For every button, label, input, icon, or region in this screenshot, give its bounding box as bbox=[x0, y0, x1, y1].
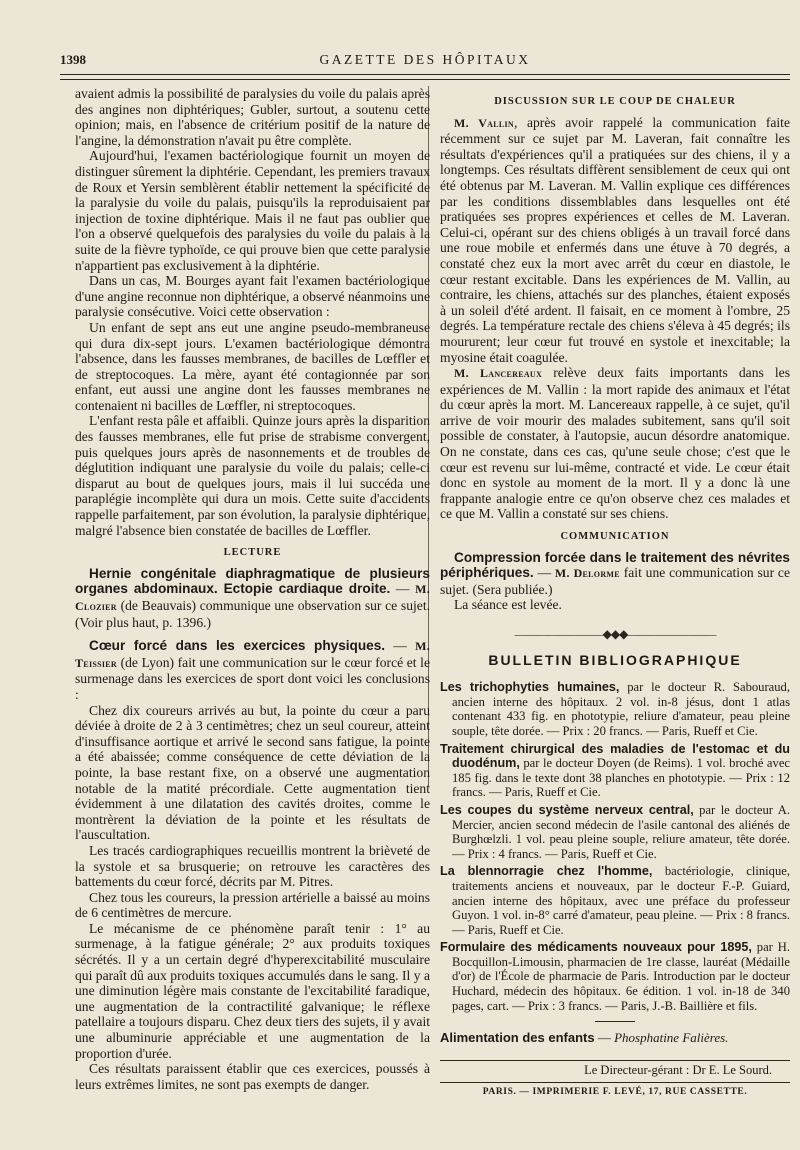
biblio-entry: Traitement chirurgical des maladies de l'estomac et du duodénum, par le docteur Doyen (de Reims). 1 vol. broché avec 185 fig. dans le texte dont 38 planches en phototypie. — Prix : 12 francs. — Paris, Rueff et Cie. bbox=[440, 741, 790, 800]
biblio-entry: Les trichophyties humaines, par le docteur R. Sabouraud, ancien interne des hôpitaux. 2 vol. in-8 jésus, dont 1 atlas contenant 433 fig. en phototypie, reliure d'amateur, peau pleine souple, tête dorée. — Prix : 20 francs. — Paris, Rueff et Cie. bbox=[440, 680, 790, 738]
author-name: M. Clozier bbox=[75, 582, 430, 613]
running-title: GAZETTE DES HÔPITAUX bbox=[319, 52, 531, 67]
seance-levee: La séance est levée. bbox=[454, 597, 562, 613]
paragraph: Chez tous les coureurs, la pression artérielle a baissé au moins de 6 centimètres de mercure. bbox=[75, 889, 430, 921]
ad-title: Alimentation des enfants bbox=[440, 1030, 595, 1046]
book-title: Traitement chirurgical des maladies de l'estomac et du duodénum, bbox=[440, 741, 790, 771]
book-title: La blennorragie chez l'homme, bbox=[440, 864, 653, 879]
left-column bbox=[75, 86, 430, 1092]
paragraph: Aujourd'hui, l'examen bactériologique fournit un moyen de distinguer sûrement la diphtérie. Cependant, les premiers travaux de Roux et Yersin semblèrent établir nettement la spécificité de la paralysie du voile du palais, puisqu'ils la reproduisaient par injection de toxine diphtérique. Mais il ne faut pas oublier que l'on a observé quelquefois des paralysies du voile du palais à la suite de la fièvre typhoïde, ce qui prouve bien que cette paralysie n'appartient pas exclusivement à la diphtérie. bbox=[75, 148, 430, 273]
paragraph: Un enfant de sept ans eut une angine pseudo-membraneuse qui dura dix-sept jours. L'examen bactériologique démontra l'absence, dans les fausses membranes, de bacilles de Lœffler et de streptocoques. La mère, ayant été contagionnée par son enfant, eut aussi une angine dont les fausses membranes ne contenaient ni bacilles de Lœffler, ni streptocoques. bbox=[75, 319, 430, 413]
article-compression: Compression forcée dans le traitement des névrites périphériques. — M. Delorme fait une communication sur ce sujet. (Sera publiée.) bbox=[440, 549, 791, 597]
author-name: M. Teissier bbox=[75, 639, 430, 670]
article-coeur: Cœur forcé dans les exercices physiques. — M. Teissier (de Lyon) fait une communication sur le cœur forcé et le surmenage dans les exercices de sport dont voici les conclusions : bbox=[75, 638, 430, 702]
biblio-entry: Formulaire des médicaments nouveaux pour 1895, par H. Bocquillon-Limousin, pharmacien de 1re classe, lauréat (Médaille d'or) de l'École de pharmacie de Paris. Introduction par le docteur Huchard, médecin des hôpitaux. 6e édition. 1 vol. in-18 de 340 pages, cart. — Prix : 3 francs. — Paris, J.-B. Baillière et fils. bbox=[440, 940, 790, 1013]
paragraph: Les tracés cardiographiques recueillis montrent la brièveté de la systole et sa brusquerie; on retrouve les caractères des battements du cœur forcé, décrits par M. Pitres. bbox=[75, 842, 430, 890]
flourish-divider: ————————◆◆◆———————— bbox=[514, 627, 716, 641]
footer-rule bbox=[440, 1060, 790, 1061]
section-heading-lecture: LECTURE bbox=[223, 547, 282, 559]
paragraph: avaient admis la possibilité de paralysies du voile du palais après des angines non diphtériques; Gubler, surtout, a soutenu cette opinion; mais, en l'absence de critérium positif de la nature de l'angine, la démonstration n'avait pu être complète. bbox=[75, 86, 430, 148]
section-heading-discussion: DISCUSSION SUR LE COUP DE CHALEUR bbox=[494, 96, 736, 107]
paragraph: Chez dix coureurs arrivés au but, la pointe du cœur a paru déviée à droite de 2 à 3 centimètres; chez un seul coureur, atteint d'insuffisance aortique et arrivé le second sans fatigue, la pointe a été abaissée; comme conséquence de cette déviation de la pointe, la base restant fixe, on a observé une augmentation notable de la matité précordiale. Cette augmentation tient évidemment à une dilatation des cavités droites, comme le montrèrent la déviation de la pointe et les résultats de l'auscultation. bbox=[75, 702, 430, 843]
bulletin-title: BULLETIN BIBLIOGRAPHIQUE bbox=[488, 651, 742, 668]
article-title: Hernie congénitale diaphragmatique de plusieurs organes abdominaux. Ectopie cardiaque droite. bbox=[75, 565, 430, 597]
advertisement-alimentation: Alimentation des enfants — Phosphatine Falières. bbox=[440, 1030, 729, 1046]
author-name: M. Vallin bbox=[454, 115, 514, 130]
book-title: Les trichophyties humaines, bbox=[440, 680, 620, 695]
book-title: Les coupes du système nerveux central, bbox=[440, 802, 694, 817]
imprint-line: PARIS. — IMPRIMERIE F. LEVÉ, 17, RUE CASSETTE. bbox=[440, 1082, 790, 1101]
directeur-gerant: Le Directeur-gérant : Dr E. Le Sourd. bbox=[584, 1062, 772, 1077]
paragraph: Le mécanisme de ce phénomène paraît tenir : 1° au surmenage, à la fatigue générale; 2° aux produits toxiques sécrétés. Il y a un certain degré d'hyperexcitabilité musculaire qui paraît dû aux produits toxiques accumulés dans le sang. Il y a une diminution légère mais constante de l'excitabilité faradique, une augmentation de la contractilité galvanique; le réflexe patellaire a toujours disparu. Chez deux tiers des sujets, il y avait une albuminurie appréciable et une augmentation de la proportion d'urée. bbox=[75, 920, 430, 1061]
paragraph: L'enfant resta pâle et affaibli. Quinze jours après la disparition des fausses membranes, elle fut prise de strabisme convergent, puis quelques jours après de nasonnements et de troubles de déglutition indiquant une paralysie du voile du palais; celle-ci disparut au bout de quelques jours, mais il lui succéda une paraplégie incomplète qui dura un mois. Cette suite d'accidents rappelle parfaitement, par son évolution, la paralysie diphtérique, malgré l'absence bien constatée de bacilles de Lœffler. bbox=[75, 413, 430, 538]
article-hernie: Hernie congénitale diaphragmatique de plusieurs organes abdominaux. Ectopie cardiaque droite. — M. Clozier (de Beauvais) communique une observation sur ce sujet. (Voir plus haut, p. 1396.) bbox=[75, 565, 430, 630]
biblio-entry: La blennorragie chez l'homme, bactériologie, clinique, traitements anciens et nouveaux, par le docteur F.-P. Guiard, ancien interne des hôpitaux, avec une préface du professeur Guyon. 1 vol. in-8° carré d'amateur, peau pleine. — Prix : 8 francs. — Paris, Rueff et Cie. bbox=[440, 864, 790, 937]
bibliography-list bbox=[440, 680, 790, 1013]
header-rule bbox=[60, 74, 790, 80]
ad-product: Phosphatine Falières. bbox=[614, 1030, 729, 1046]
author-name: M. Lancereaux bbox=[454, 366, 543, 381]
short-rule bbox=[595, 1021, 635, 1022]
paragraph: Dans un cas, M. Bourges ayant fait l'examen bactériologique d'une angine reconnue non diphtérique, a observé néanmoins une paralysie consécutive. Voici cette observation : bbox=[75, 273, 430, 320]
page-header bbox=[60, 52, 790, 74]
right-column bbox=[440, 94, 790, 1101]
author-name: M. Delorme bbox=[554, 566, 620, 581]
section-heading-communication: COMMUNICATION bbox=[560, 531, 670, 543]
article-title: Cœur forcé dans les exercices physiques. bbox=[89, 638, 386, 654]
paragraph-lancereaux: M. Lancereaux relève deux faits importants dans les expériences de M. Vallin : la mort rapide des animaux et l'état du cœur après la mort. M. Lancereaux rappelle, à ce sujet, qu'il arrive de voir mourir des malades subitement, sans qu'il soit possible de constater, à l'autopsie, aucun désordre anatomique. On ne constate, dans ces cas, qu'une seule chose; c'est que le cœur est revenu sur lui-même, contracté et vide. Le cœur était donc en systole au moment de la mort. Il y a donc là une frappante analogie entre ce qu'on observe chez ces malades et ce que M. Vallin a constaté sur ses chiens. bbox=[440, 365, 791, 522]
paragraph-vallin: M. Vallin, après avoir rappelé la communication faite récemment sur ce sujet par M. Laveran, fait connaître les résultats d'expériences qu'il a pratiquées sur des chiens, il y a longtemps. Ces résultats diffèrent sensiblement de ceux qui ont été obtenus par M. Laveran. M. Vallin explique ces différences par les conditions dissemblables dans lesquelles ont été pratiquées ses propres expériences et celles de M. Laveran. Celui-ci, opérant sur des chiens obligés à un travail forcé dans une roue mobile et enfermés dans une étuve à 70 degrés, a constaté chez eux la mort avec arrêt du cœur en diastole, le cœur restant excitable. Dans les expériences de M. Vallin, au contraire, les chiens, attachés sur des planches, étaient exposés à un soleil d'été ardent. Il faisait, en ce moment à l'ombre, 25 degrés. La température rectale des chiens s'éleva à 45 degrés; ils moururent; leur cœur fut trouvé en systole et inexcitable; la myosine était coagulée. bbox=[440, 114, 790, 365]
paragraph: Ces résultats paraissent établir que ces exercices, poussés à leurs extrêmes limites, ne sont pas exempts de danger. bbox=[75, 1061, 430, 1092]
page-number: 1398 bbox=[60, 52, 86, 67]
book-title: Formulaire des médicaments nouveaux pour 1895, bbox=[440, 940, 752, 955]
biblio-entry: Les coupes du système nerveux central, par le docteur A. Mercier, ancien second médecin de l'asile cantonal des aliénés de Burghœlzli. 1 vol. peau pleine souple, reliure amateur, tête dorée. — Prix : 4 francs. — Paris, Rueff et Cie. bbox=[440, 802, 790, 861]
article-title: Compression forcée dans le traitement des névrites périphériques. bbox=[440, 549, 790, 581]
